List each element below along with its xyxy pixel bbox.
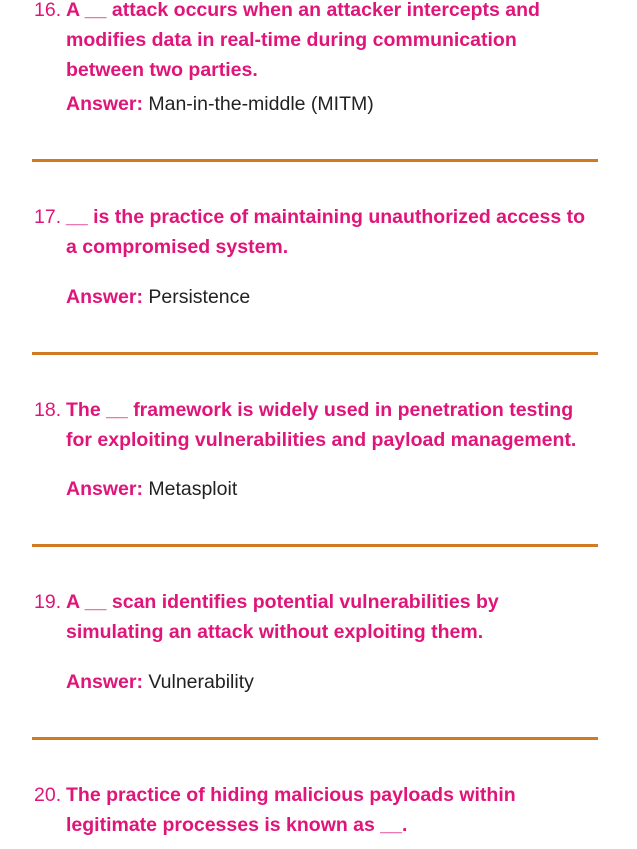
answer-17 <box>66 282 250 312</box>
question-17 <box>34 202 599 262</box>
answer-label: Answer: <box>66 93 143 115</box>
answer-label: Answer: <box>66 478 143 500</box>
answer-text: Vulnerability <box>148 671 254 693</box>
divider <box>32 159 598 162</box>
question-number: 17. <box>34 206 62 228</box>
question-number: 18. <box>34 399 62 421</box>
answer-text: Man-in-the-middle (MITM) <box>148 93 374 115</box>
answer-text: Persistence <box>148 286 251 308</box>
answer-label: Answer: <box>66 671 143 693</box>
divider <box>32 352 598 355</box>
divider <box>32 544 598 547</box>
question-text: A __ attack occurs when an attacker intercepts and modifies data in real-time during communication between two parties. <box>66 0 540 81</box>
answer-19 <box>66 667 254 697</box>
question-number: 20. <box>34 784 62 806</box>
question-text: The __ framework is widely used in penetration testing for exploiting vulnerabilities and payload management. <box>66 399 577 451</box>
question-text: The practice of hiding malicious payloads within legitimate processes is known as __. <box>66 784 516 836</box>
question-16 <box>34 0 599 85</box>
question-number: 16. <box>34 0 62 21</box>
question-20 <box>34 780 599 840</box>
question-text: A __ scan identifies potential vulnerabilities by simulating an attack without exploiting them. <box>66 591 499 643</box>
question-18 <box>34 395 599 455</box>
question-text: __ is the practice of maintaining unauthorized access to a compromised system. <box>66 206 586 258</box>
question-19 <box>34 587 599 647</box>
question-number: 19. <box>34 591 62 613</box>
answer-16 <box>66 89 374 119</box>
answer-18 <box>66 474 237 504</box>
answer-label: Answer: <box>66 286 143 308</box>
answer-text: Metasploit <box>148 478 238 500</box>
divider <box>32 737 598 740</box>
